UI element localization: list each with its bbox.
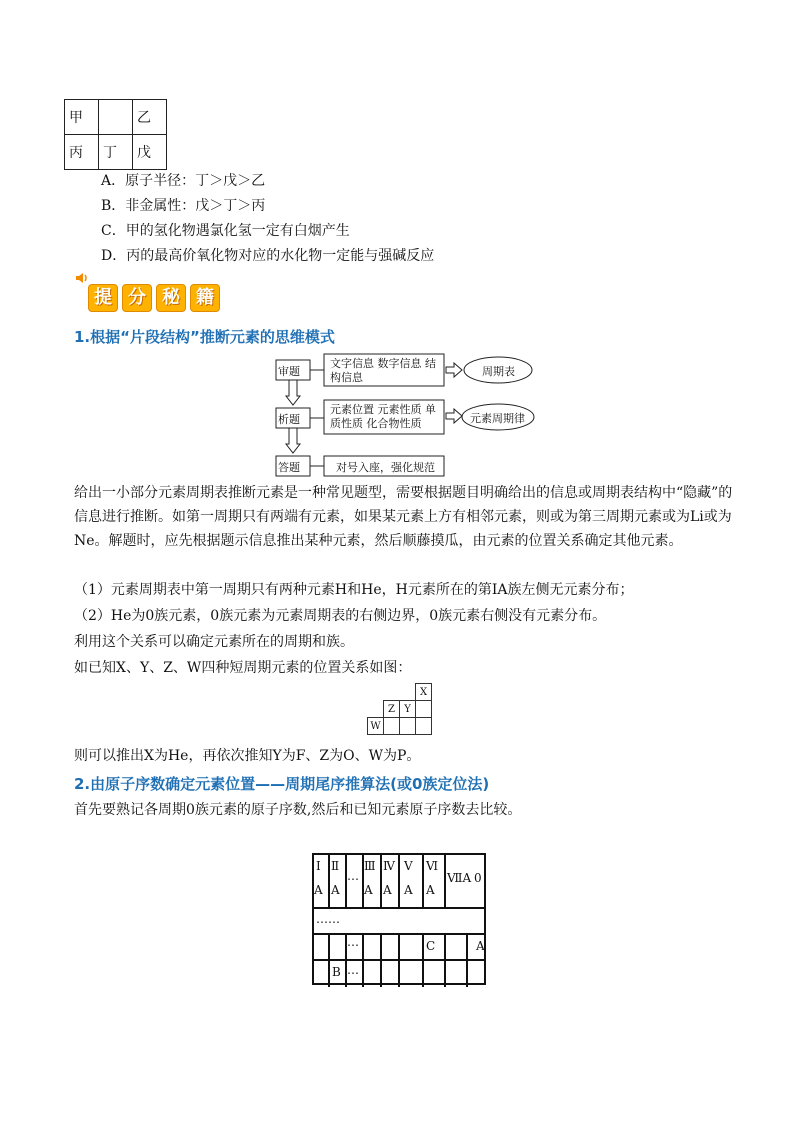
tips-badge xyxy=(74,280,224,312)
point-1: （1）元素周期表中第一周期只有两种元素H和He，H元素所在的第ⅠA族左侧无元素分布； xyxy=(74,582,634,598)
option-b: B．非金属性：戊＞丁＞丙 xyxy=(101,198,266,214)
step-label: 答题 xyxy=(278,461,300,474)
text-line: 利用这个关系可以确定元素所在的周期和族。 xyxy=(74,634,354,650)
badge-char: 提 xyxy=(88,284,118,312)
grid-cell: 丙 xyxy=(65,135,99,170)
element-a: A xyxy=(476,939,485,953)
badge-char: 秘 xyxy=(156,284,186,312)
dots: … xyxy=(347,963,359,977)
group-label: Ⅵ xyxy=(426,859,439,873)
result-label: 周期表 xyxy=(482,365,515,378)
group-label: A xyxy=(331,883,340,897)
cell-z: Z xyxy=(384,701,400,718)
element-position-grid xyxy=(64,99,167,170)
text-line: 如已知X、Y、Z、W四种短周期元素的位置关系如图： xyxy=(74,660,412,676)
group-label: A xyxy=(383,883,392,897)
point-2: （2）He为0族元素，0族元素为元素周期表的右侧边界，0族元素右侧没有元素分布。 xyxy=(74,608,607,624)
badge-char: 籍 xyxy=(190,284,220,312)
dots: … xyxy=(347,935,359,949)
group-label: A xyxy=(404,883,413,897)
group-label: Ⅴ xyxy=(404,859,413,873)
result-label: 元素周期律 xyxy=(470,412,525,425)
option-c: C．甲的氢化物遇氯化氢一定有白烟产生 xyxy=(101,223,350,239)
element-c: C xyxy=(426,939,436,953)
period-table-sketch xyxy=(312,853,486,985)
speaker-icon xyxy=(74,270,90,286)
info-box-text: 元素位置 元素性质 单质性质 化合物性质 xyxy=(330,403,436,430)
conclusion: 则可以推出X为He，再依次推知Y为F、Z为O、W为P。 xyxy=(74,748,421,764)
paragraph: 首先要熟记各周期0族元素的原子序数,然后和已知元素原子序数去比较。 xyxy=(74,802,522,818)
cell-x: X xyxy=(416,684,432,701)
group-label: ⅦA xyxy=(447,871,472,885)
grid-cell: 甲 xyxy=(65,100,99,135)
section1-title: 1.根据“片段结构”推断元素的思维模式 xyxy=(74,328,335,346)
group-label: A xyxy=(426,883,435,897)
cell-w: W xyxy=(368,718,384,735)
group-label: Ⅲ xyxy=(364,859,376,873)
grid-cell: 戊 xyxy=(133,135,167,170)
group-label: Ⅳ xyxy=(383,859,395,873)
xyzw-grid xyxy=(367,683,432,735)
option-a: A．原子半径：丁＞戊＞乙 xyxy=(101,173,266,189)
step-label: 析题 xyxy=(278,413,300,426)
step-label: 审题 xyxy=(278,365,300,378)
section2-title: 2.由原子序数确定元素位置——周期尾序推算法(或0族定位法) xyxy=(74,775,490,793)
paragraph: 给出一小部分元素周期表推断元素是一种常见题型，需要根据题目明确给出的信息或周期表结构中“隐藏”的信息进行推断。如第一周期只有两端有元素，如果某元素上方有相邻元素，则或为第三周期元素或为Li或为Ne。解题时，应先根据题示信息推出某种元素，然后顺藤摸瓜，由元素的位置关系确定其他元素。 xyxy=(74,485,733,549)
info-box-text: 对号入座，强化规范 xyxy=(336,461,435,474)
cell-y: Y xyxy=(400,701,416,718)
group-label: A xyxy=(314,883,323,897)
group-label: A xyxy=(364,883,373,897)
group-label: Ⅰ xyxy=(316,859,321,873)
grid-cell: 乙 xyxy=(133,100,167,135)
grid-row xyxy=(65,100,167,135)
ellipsis: …… xyxy=(316,912,340,926)
grid-cell: 丁 xyxy=(99,135,133,170)
dots: … xyxy=(347,869,359,883)
info-box-text: 文字信息 数字信息 结构信息 xyxy=(330,357,436,384)
option-d: D．丙的最高价氧化物对应的水化物一定能与强碱反应 xyxy=(101,248,435,264)
grid-cell xyxy=(99,100,133,135)
group-label: 0 xyxy=(474,871,482,885)
grid-row xyxy=(65,135,167,170)
element-b: B xyxy=(332,965,341,979)
badge-char: 分 xyxy=(122,284,152,312)
group-label: Ⅱ xyxy=(331,859,340,873)
